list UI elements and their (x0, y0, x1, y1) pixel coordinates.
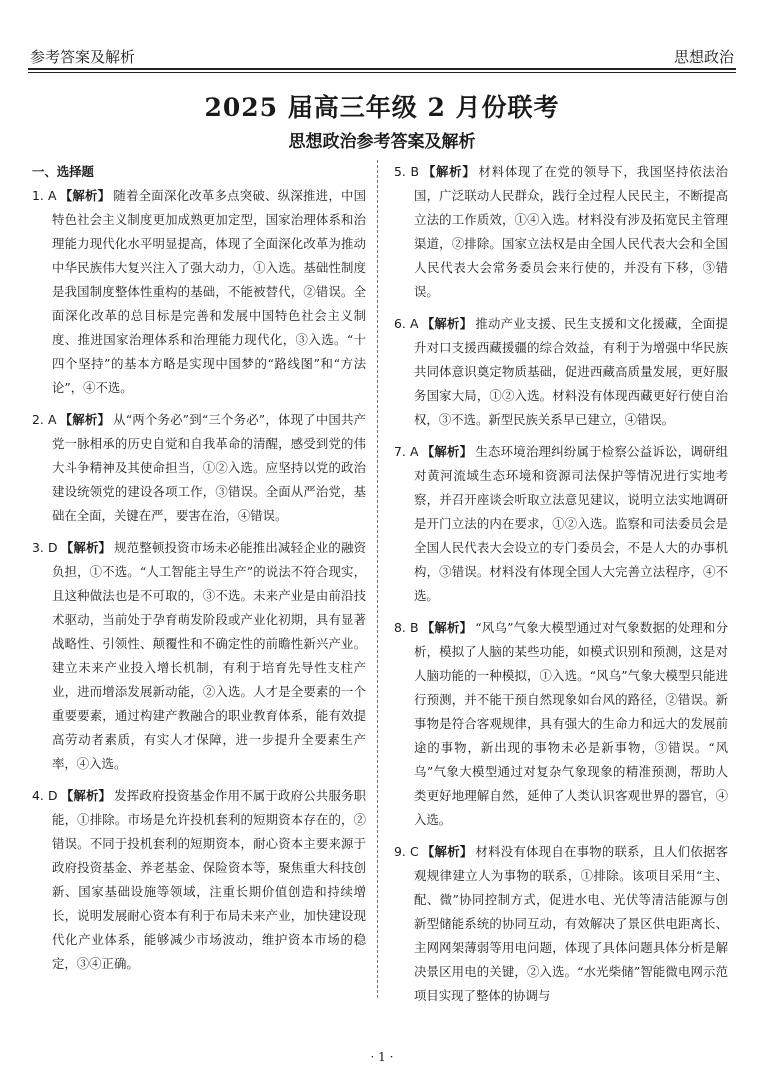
question-number: 8. (394, 620, 406, 635)
analysis-text: “风乌”气象大模型通过对气象数据的处理和分析，模拟了人脑的某些功能，如模式识别和预测，这是对人脑功能的一种模拟，①入选。“风乌”气象大模型只能进行预测，并不能干预自然现象如台风的路径，②错误。新事物是符合客观规律，具有强大的生命力和远大的发展前途的事物，新出现的事物未必是新事物，③错误。“风乌”气象大模型通过对复杂气象现象的精准预测，帮助人类更好地理解自然，延伸了人类认识客观世界的器官，④入选。 (414, 620, 728, 827)
answer-letter: A (48, 188, 57, 203)
analysis-tag: 【解析】 (59, 188, 111, 203)
analysis-tag: 【解析】 (421, 316, 473, 331)
answer-item (32, 536, 366, 776)
answer-item (394, 440, 728, 608)
answer-letter: A (47, 412, 57, 427)
question-number: 6. (394, 316, 406, 331)
answer-letter: A (410, 444, 419, 459)
column-divider (377, 160, 378, 998)
question-number: 3. (32, 540, 44, 555)
document-subtitle: 思想政治参考答案及解析 (288, 132, 476, 152)
analysis-text: 生态环境治理纠纷属于检察公益诉讼，调研组对黄河流域生态环境和资源司法保护等情况进行实地考察，并召开座谈会听取立法意见建议，说明立法实地调研是开门立法的内在要求，①②入选。监察和司法委员会是全国人民代表大会设立的专门委员会，不是人大的办事机构，③错误。材料没有体现全国人大完善立法程序，④不选。 (414, 444, 729, 603)
header-rule (28, 68, 736, 70)
header-left-label: 参考答案及解析 (30, 48, 136, 66)
section-heading: 一、选择题 (32, 164, 94, 179)
analysis-text: 材料体现了在党的领导下，我国坚持依法治国，广泛联动人民群众，践行全过程人民民主，不断提高立法的工作质效，①④入选。材料没有涉及拓宽民主管理渠道，②排除。国家立法权是由全国人民代表大会和全国人民代表大会常务委员会来行使的，并没有下移，③错误。 (414, 164, 728, 299)
header-right-label: 思想政治 (673, 48, 734, 66)
question-number: 9. (394, 844, 406, 859)
analysis-text: 随着全面深化改革多点突破、纵深推进，中国特色社会主义制度更加成熟更加定型，国家治理体系和治理能力现代化水平明显提高，体现了全面深化改革为推动中华民族伟大复兴注入了强大动力，①入选。基础性制度是我国制度整体性重构的基础，不能被替代，②错误。全面深化改革的总目标是完善和发展中国特色社会主义制度、推进国家治理体系和治理能力现代化，③入选。“十四个坚持”的基本方略是实现中国梦的“路线图”和“方法论”，④不选。 (52, 188, 367, 395)
analysis-text: 推动产业支援、民生支援和文化援藏，全面提升对口支援西藏援疆的综合效益，有利于为增强中华民族共同体意识奠定物质基础，促进西藏高质量发展，更好服务国家大局，①②入选。材料没有体现西藏更好行使自治权，③不选。新型民族关系早已建立，④错误。 (414, 316, 729, 427)
analysis-tag: 【解析】 (421, 444, 473, 459)
answer-item (32, 408, 366, 528)
left-question-list (32, 184, 366, 976)
page-header (28, 42, 736, 68)
right-question-list (394, 160, 728, 1008)
header-rule-thin (28, 72, 736, 73)
right-column (394, 160, 728, 1016)
analysis-text: 发挥政府投资基金作用不属于政府公共服务职能，①排除。市场是允许投机套利的短期资本存在的，②错误。不同于投机套利的短期资本，耐心资本主要来源于政府投资基金、养老基金、保险资本等，聚焦重大科技创新、国家基础设施等领域，注重长期价值创造和持续增长，说明发展耐心资本有利于布局未来产业，加快建设现代化产业体系，能够减少市场波动，维护资本市场的稳定，③④正确。 (52, 788, 366, 971)
analysis-text: 材料没有体现自在事物的联系，且人们依据客观规律建立人为事物的联系，①排除。该项目采用“主、配、微”协同控制方式，促进水电、光伏等清洁能源与创新型储能系统的协同互动，有效解决了景区供电距离长、主网网架薄弱等用电问题，体现了具体问题具体分析是解决景区用电的关键，②入选。“水光柴储”智能微电网示范项目实现了整体的协调与 (414, 844, 728, 1003)
page-number: · 1 · (370, 1050, 394, 1064)
analysis-tag: 【解析】 (59, 412, 111, 427)
analysis-tag: 【解析】 (421, 844, 473, 859)
analysis-tag: 【解析】 (421, 620, 473, 635)
answer-letter: D (47, 788, 58, 803)
question-number: 2. (32, 412, 44, 427)
answer-letter: B (410, 620, 419, 635)
analysis-text: 规范整顿投资市场未必能推出减轻企业的融资负担，①不选。“人工智能主导生产”的说法不符合现实，且这种做法也是不可取的，③不选。未来产业是由前沿技术驱动，当前处于孕育萌发阶段或产业化初期，具有显著战略性、引领性、颠覆性和不确定性的前瞻性新兴产业。建立未来产业投入增长机制，有利于培育先导性支柱产业，进而增添发展新动能，②入选。人才是全要素的一个重要要素，通过构建产教融合的职业教育体系，能有效提高劳动者素质，有实人才保障，进一步提升全要素生产率，④入选。 (52, 540, 366, 771)
answer-item (32, 184, 366, 400)
analysis-tag: 【解析】 (422, 164, 476, 179)
answer-letter: B (410, 164, 420, 179)
answer-letter: C (410, 844, 419, 859)
question-number: 7. (394, 444, 406, 459)
answer-item (394, 840, 728, 1008)
document-title: 2025 届高三年级 2 月份联考 (204, 93, 560, 122)
answer-item (394, 160, 728, 304)
answer-item (394, 616, 728, 832)
analysis-text: 从“两个务必”到“三个务必”，体现了中国共产党一脉相承的历史自觉和自我革命的清醒，感受到党的伟大斗争精神及其使命担当，①②入选。应坚持以党的政治建设统领党的建设各项工作，③错误。全面从严治党，基础在全面，关键在严，要害在治，④错误。 (52, 412, 366, 523)
answer-item (32, 784, 366, 976)
question-number: 5. (394, 164, 406, 179)
answer-letter: A (410, 316, 419, 331)
analysis-tag: 【解析】 (60, 788, 112, 803)
left-column (32, 160, 366, 984)
question-number: 4. (32, 788, 44, 803)
answer-letter: D (47, 540, 58, 555)
analysis-tag: 【解析】 (60, 540, 112, 555)
answer-item (394, 312, 728, 432)
question-number: 1. (32, 188, 44, 203)
